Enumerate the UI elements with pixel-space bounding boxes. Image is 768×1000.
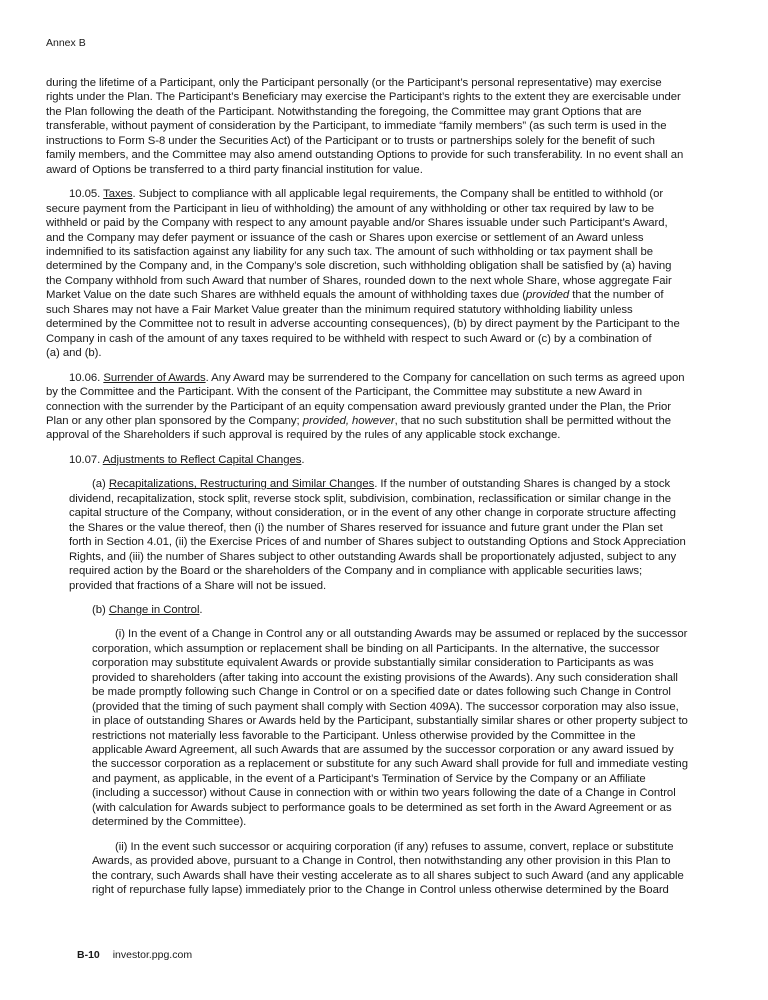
text-line: the Company withhold from such Award that number of Shares, rounded down to the next whole Share, whose aggregate Fair <box>46 274 672 287</box>
text-line: (with calculation for Awards subject to performance goals to be determined as set forth in the Award Agreement or as <box>92 801 672 814</box>
text-line: be made promptly following such Change in Control or on a specified date or dates following such Change in Control <box>92 686 671 699</box>
section-first-line <box>46 187 726 201</box>
text-line: (i) In the event of a Change in Control any or all outstanding Awards may be assumed or replaced by the successor <box>115 628 688 641</box>
text-line: provided that fractions of a Share will not be issued. <box>69 579 327 592</box>
section-number: 10.05. <box>69 188 104 201</box>
text-fragment: . If the number of outstanding Shares is changed by a stock <box>374 478 671 491</box>
section-heading: Surrender of Awards <box>103 371 206 384</box>
subsection-heading: Change in Control <box>108 603 200 616</box>
text-line: dividend, recapitalization, stock split, reverse stock split, subdivision, combination, reclassification or similar change in the <box>69 492 671 505</box>
text-line: and payment, as applicable, in the event of a Participant’s Termination of Service by the Company or an Affiliate <box>92 772 646 785</box>
text-line: (a) and (b). <box>46 347 102 360</box>
text-line: family members, and the Committee may also amend outstanding Options to provide for such transferability. In no event shall an <box>46 149 684 162</box>
text-line: corporation, which assumption or replacement shall be binding on all Participants. In the alternative, the successor <box>92 642 660 655</box>
document-body <box>46 76 726 908</box>
text-line: withheld or paid by the Company with respect to any amount payable and/or Shares issuable under such Participant’s Award, <box>46 217 668 230</box>
text-fragment: Market Value on the date such Shares are withheld equals the amount of withholding taxes due ( <box>46 289 527 302</box>
subsection-label: (a) <box>92 478 109 491</box>
text-line: rights under the Plan. The Participant’s Beneficiary may exercise the Participant’s rights to the extent they are exercisable under <box>46 91 681 104</box>
text-line: the Plan following the death of the Participant. Notwithstanding the foregoing, the Committee may grant Options that are <box>46 105 642 118</box>
section-first-line <box>46 371 726 385</box>
section-first-line <box>46 453 726 467</box>
section-heading: Taxes <box>103 188 133 201</box>
section-10-07-adjustments <box>46 453 726 467</box>
text-line: in place of outstanding Shares or Awards held by the Participant, substantially similar shares or other property subject to <box>92 715 688 728</box>
text-line: during the lifetime of a Participant, only the Participant personally (or the Participant’s personal representative) may exercise <box>46 77 662 89</box>
text-line: (including a successor) without Cause in connection with or within two years following the date of a Change in Control <box>92 787 676 800</box>
website-link[interactable]: investor.ppg.com <box>112 949 193 961</box>
text-fragment: , that no such substitution shall be permitted without the <box>394 414 672 427</box>
text-line: applicable Award Agreement, all such Awards that are assumed by the successor corporation or any award issued by <box>92 744 674 757</box>
text-line: right of repurchase fully lapse) immediately prior to the Change in Control unless otherwise determined by the Board <box>92 884 669 897</box>
text-fragment: Plan or any other plan sponsored by the Company; <box>46 414 303 427</box>
continuation-paragraph <box>46 76 726 177</box>
text-line: instructions to Form S-8 under the Securities Act) of the Participant or to trusts or partnerships solely for the benefit of such <box>46 134 655 147</box>
text-fragment: that the number of <box>569 289 664 302</box>
text-line: capital structure of the Company, without consideration, or in the event of any other change in corporate structure affecting <box>69 507 676 520</box>
section-heading: Adjustments to Reflect Capital Changes <box>102 453 302 466</box>
text-fragment: . <box>199 603 203 616</box>
text-line <box>46 414 726 428</box>
text-line: Rights, and (iii) the number of Shares subject to other outstanding Awards shall be proportionately adjusted, subject to any <box>69 550 677 563</box>
subsection-label: (b) <box>92 603 109 616</box>
text-line: and the Company may defer payment or issuance of the cash or Shares upon exercise or settlement of an Award unless <box>46 231 644 244</box>
text-line: corporation may substitute equivalent Awards or provide substantially similar consideration to Participants as was <box>92 657 654 670</box>
text-line: connection with the surrender by the Participant of an equity compensation award previously granted under the Plan, the Prior <box>46 400 671 413</box>
text-line: the successor corporation as a replacement or substitute for any such Award shall provide for full and immediate vesting <box>92 758 688 771</box>
text-fragment: . <box>301 453 305 466</box>
section-first-line <box>69 477 726 491</box>
text-line: determined by the Committee not to result in adverse accounting consequences), (b) by direct payment by the Participant to the <box>46 318 680 331</box>
text-line: provided to shareholders (after taking into account the existing provisions of the Awards). Any such consideration shall <box>92 671 678 684</box>
text-line: indemnified to its satisfaction against any liability for any such tax. The amount of such withholding or tax payment shall be <box>46 245 654 258</box>
text-line: (ii) In the event such successor or acquiring corporation (if any) refuses to assume, convert, replace or substitute <box>115 840 674 853</box>
text-line: secure payment from the Participant in lieu of withholding) the amount of any withholding or other tax required by law to be <box>46 202 654 215</box>
subsection-10-07-a-recapitalizations <box>46 477 726 593</box>
text-line: determined by the Company and, in the Company’s sole discretion, such withholding obligation shall be satisfied by (a) having <box>46 260 672 273</box>
clause-b-i <box>46 627 726 829</box>
subsection-heading: Recapitalizations, Restructuring and Similar Changes <box>108 478 375 491</box>
page-number: B-10 <box>77 949 100 961</box>
text-line: forth in Section 4.01, (ii) the Exercise Prices of and number of Shares subject to outstanding Options and Stock Appreciation <box>69 536 686 549</box>
text-line: (provided that the timing of such payment shall comply with Section 409A). The successor corporation may also issue, <box>92 700 679 713</box>
text-line: such Shares may not have a Fair Market Value greater than the minimum required statutory withholding liability unless <box>46 303 633 316</box>
text-line: determined by the Committee). <box>92 816 247 829</box>
text-line: transferable, without payment of consideration by the Participant, to immediate “family members” (as such term is used in the <box>46 120 667 133</box>
italic-term: provided, however <box>302 414 395 427</box>
section-first-line <box>69 603 726 617</box>
italic-term: provided <box>526 289 570 302</box>
text-line: restrictions not materially less favorable to the Participant. Unless otherwise provided by the Committee in the <box>92 729 636 742</box>
text-line <box>46 288 726 302</box>
clause-b-ii <box>46 840 726 898</box>
text-fragment: . Subject to compliance with all applicable legal requirements, the Company shall be entitled to withhold (or <box>132 188 664 201</box>
text-line: Company in cash of the amount of any taxes required to be withheld with respect to such Award or (c) by a combination of <box>46 332 652 345</box>
text-line: required action by the Board or the shareholders of the Company and in compliance with applicable securities laws; <box>69 565 643 578</box>
text-line: by the Committee and the Participant. With the consent of the Participant, the Committee may substitute a new Award in <box>46 386 643 399</box>
page-header: Annex B <box>46 37 86 49</box>
section-10-06-surrender-of-awards <box>46 371 726 443</box>
text-fragment: . Any Award may be surrendered to the Company for cancellation on such terms as agreed upon <box>205 371 685 384</box>
section-number: 10.06. <box>69 371 104 384</box>
text-line: approval of the Shareholders if such approval is required by the rules of any applicable stock exchange. <box>46 429 561 442</box>
subsection-10-07-b-change-in-control <box>46 603 726 617</box>
section-10-05-taxes <box>46 187 726 360</box>
text-line: the contrary, such Awards shall have their vesting accelerate as to all shares subject to such Award (and any applicable <box>92 869 684 882</box>
text-line: Awards, as provided above, pursuant to a Change in Control, then notwithstanding any other provision in this Plan to <box>92 855 671 868</box>
page-footer <box>77 949 192 962</box>
text-line: the Shares or the value thereof, then (i) the number of Shares reserved for issuance and future grant under the Plan set <box>69 521 663 534</box>
text-line: award of Options be transferred to a third party financial institution for value. <box>46 163 423 176</box>
section-number: 10.07. <box>69 453 103 466</box>
